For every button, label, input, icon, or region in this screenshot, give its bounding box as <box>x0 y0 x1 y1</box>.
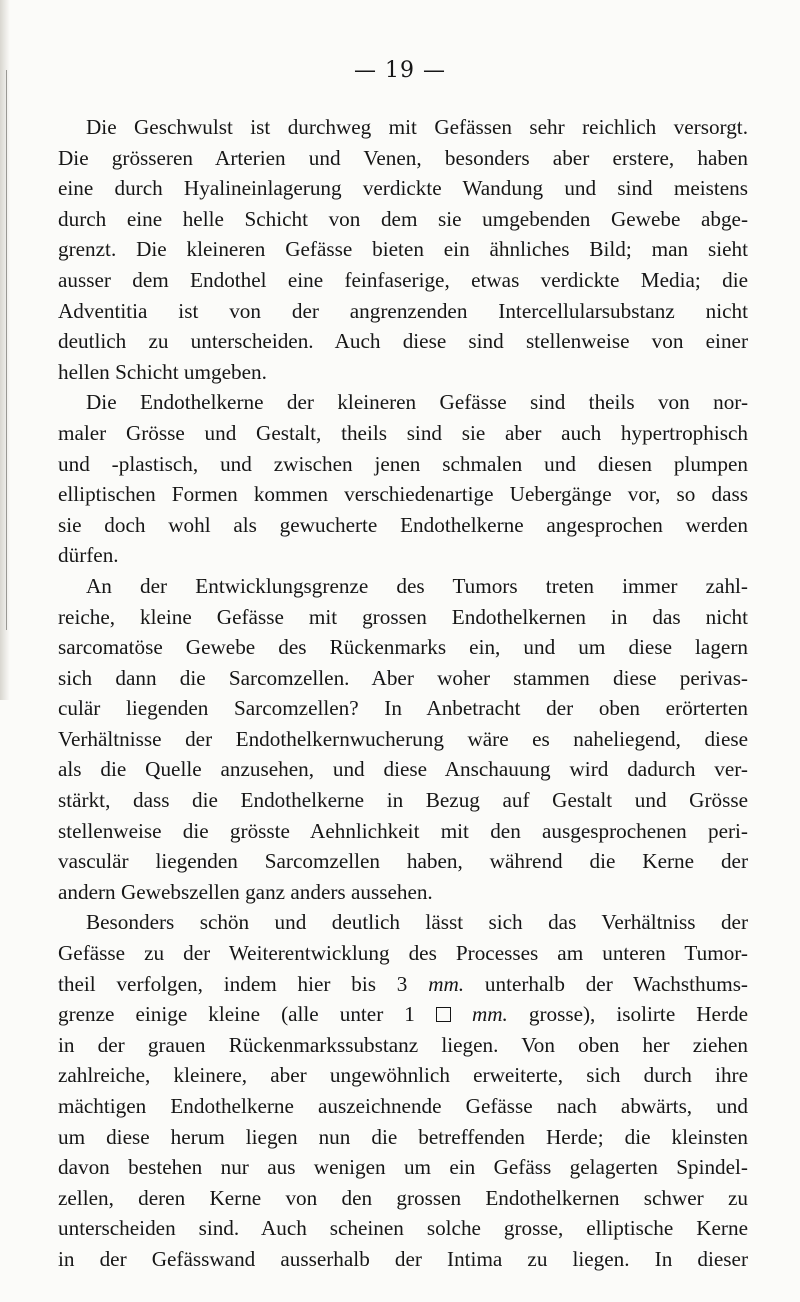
text-line: und -plastisch, und zwischen jenen schmalen und diesen plumpen <box>58 451 748 476</box>
text-line: in der grauen Rückenmarkssubstanz liegen. Von oben her ziehen <box>58 1032 748 1057</box>
text-line <box>58 969 748 1000</box>
text-line: sarcomatöse Gewebe des Rückenmarks ein, und um diese lagern <box>58 635 748 660</box>
text-line: ausser dem Endothel eine feinfaserige, etwas verdickte Media; die <box>58 267 748 292</box>
text-line: Adventitia ist von der angrenzenden Intercellularsubstanz nicht <box>58 298 748 323</box>
text-line: um diese herum liegen nun die betreffenden Herde; die kleinsten <box>58 1124 748 1149</box>
text-line: An der Entwicklungsgrenze des Tumors treten immer zahl- <box>86 573 748 598</box>
text-line: durch eine helle Schicht von dem sie umgebenden Gewebe abge- <box>58 206 748 231</box>
square-symbol-icon <box>436 1007 451 1022</box>
text-segment: theil verfolgen, indem hier bis 3 <box>58 971 429 996</box>
text-line: sich dann die Sarcomzellen. Aber woher stammen diese perivas- <box>58 665 748 690</box>
text-line: in der Gefässwand ausserhalb der Intima zu liegen. In dieser <box>58 1246 748 1271</box>
text-line: andern Gewebszellen ganz anders aussehen. <box>58 879 433 904</box>
binding-line <box>6 70 7 630</box>
text-line: culär liegenden Sarcomzellen? In Anbetracht der oben erörterten <box>58 696 748 721</box>
unit-text: mm. <box>471 1002 508 1027</box>
text-segment: grenze einige kleine (alle unter 1 <box>58 1002 436 1027</box>
text-line: Besonders schön und deutlich lässt sich das Verhältniss der <box>86 910 748 935</box>
text-line: Die grösseren Arterien und Venen, besonders aber erstere, haben <box>58 145 748 170</box>
text-line: grenzt. Die kleineren Gefässe bieten ein ähnliches Bild; man sieht <box>58 237 748 262</box>
text-line: elliptischen Formen kommen verschiedenartige Uebergänge vor, so dass <box>58 482 748 507</box>
text-line <box>58 999 748 1030</box>
text-line: dürfen. <box>58 543 119 568</box>
page-number-header: — 19 — <box>354 58 446 83</box>
text-segment <box>451 1002 472 1026</box>
text-line: reiche, kleine Gefässe mit grossen Endothelkernen in das nicht <box>58 604 748 629</box>
text-line: deutlich zu unterscheiden. Auch diese sind stellenweise von einer <box>58 329 748 354</box>
text-segment: unterhalb der Wachsthums- <box>464 971 748 996</box>
text-line: sie doch wohl als gewucherte Endothelkerne angesprochen werden <box>58 512 748 537</box>
text-segment: grosse), isolirte Herde <box>507 1002 749 1027</box>
text-line: unterscheiden sind. Auch scheinen solche grosse, elliptische Kerne <box>58 1216 748 1241</box>
text-line: stellenweise die grösste Aehnlichkeit mit den ausgesprochenen peri- <box>58 818 748 843</box>
text-line: hellen Schicht umgeben. <box>58 359 267 384</box>
text-line: Verhältnisse der Endothelkernwucherung wäre es naheliegend, diese <box>58 726 748 751</box>
unit-text: mm. <box>428 971 465 996</box>
text-line: eine durch Hyalineinlagerung verdickte Wandung und sind meistens <box>58 176 748 201</box>
text-line: als die Quelle anzusehen, und diese Anschauung wird dadurch ver- <box>58 757 748 782</box>
text-line: zellen, deren Kerne von den grossen Endothelkernen schwer zu <box>58 1185 748 1210</box>
text-line: stärkt, dass die Endothelkerne in Bezug auf Gestalt und Grösse <box>58 788 748 813</box>
body-text <box>58 112 748 1275</box>
text-line: vasculär liegenden Sarcomzellen haben, während die Kerne der <box>58 849 748 874</box>
text-line: Die Geschwulst ist durchweg mit Gefässen sehr reichlich versorgt. <box>86 115 748 139</box>
text-line: mächtigen Endothelkerne auszeichnende Gefässe nach abwärts, und <box>58 1094 748 1118</box>
text-line: davon bestehen nur aus wenigen um ein Gefäss gelagerten Spindel- <box>58 1155 748 1180</box>
text-line: zahlreiche, kleinere, aber ungewöhnlich erweiterte, sich durch ihre <box>58 1063 748 1088</box>
text-line: Die Endothelkerne der kleineren Gefässe sind theils von nor- <box>86 390 748 415</box>
text-line: Gefässe zu der Weiterentwicklung des Processes am unteren Tumor- <box>58 941 748 966</box>
text-line: maler Grösse und Gestalt, theils sind sie aber auch hypertrophisch <box>58 420 748 445</box>
page-edge-shadow <box>0 0 10 700</box>
